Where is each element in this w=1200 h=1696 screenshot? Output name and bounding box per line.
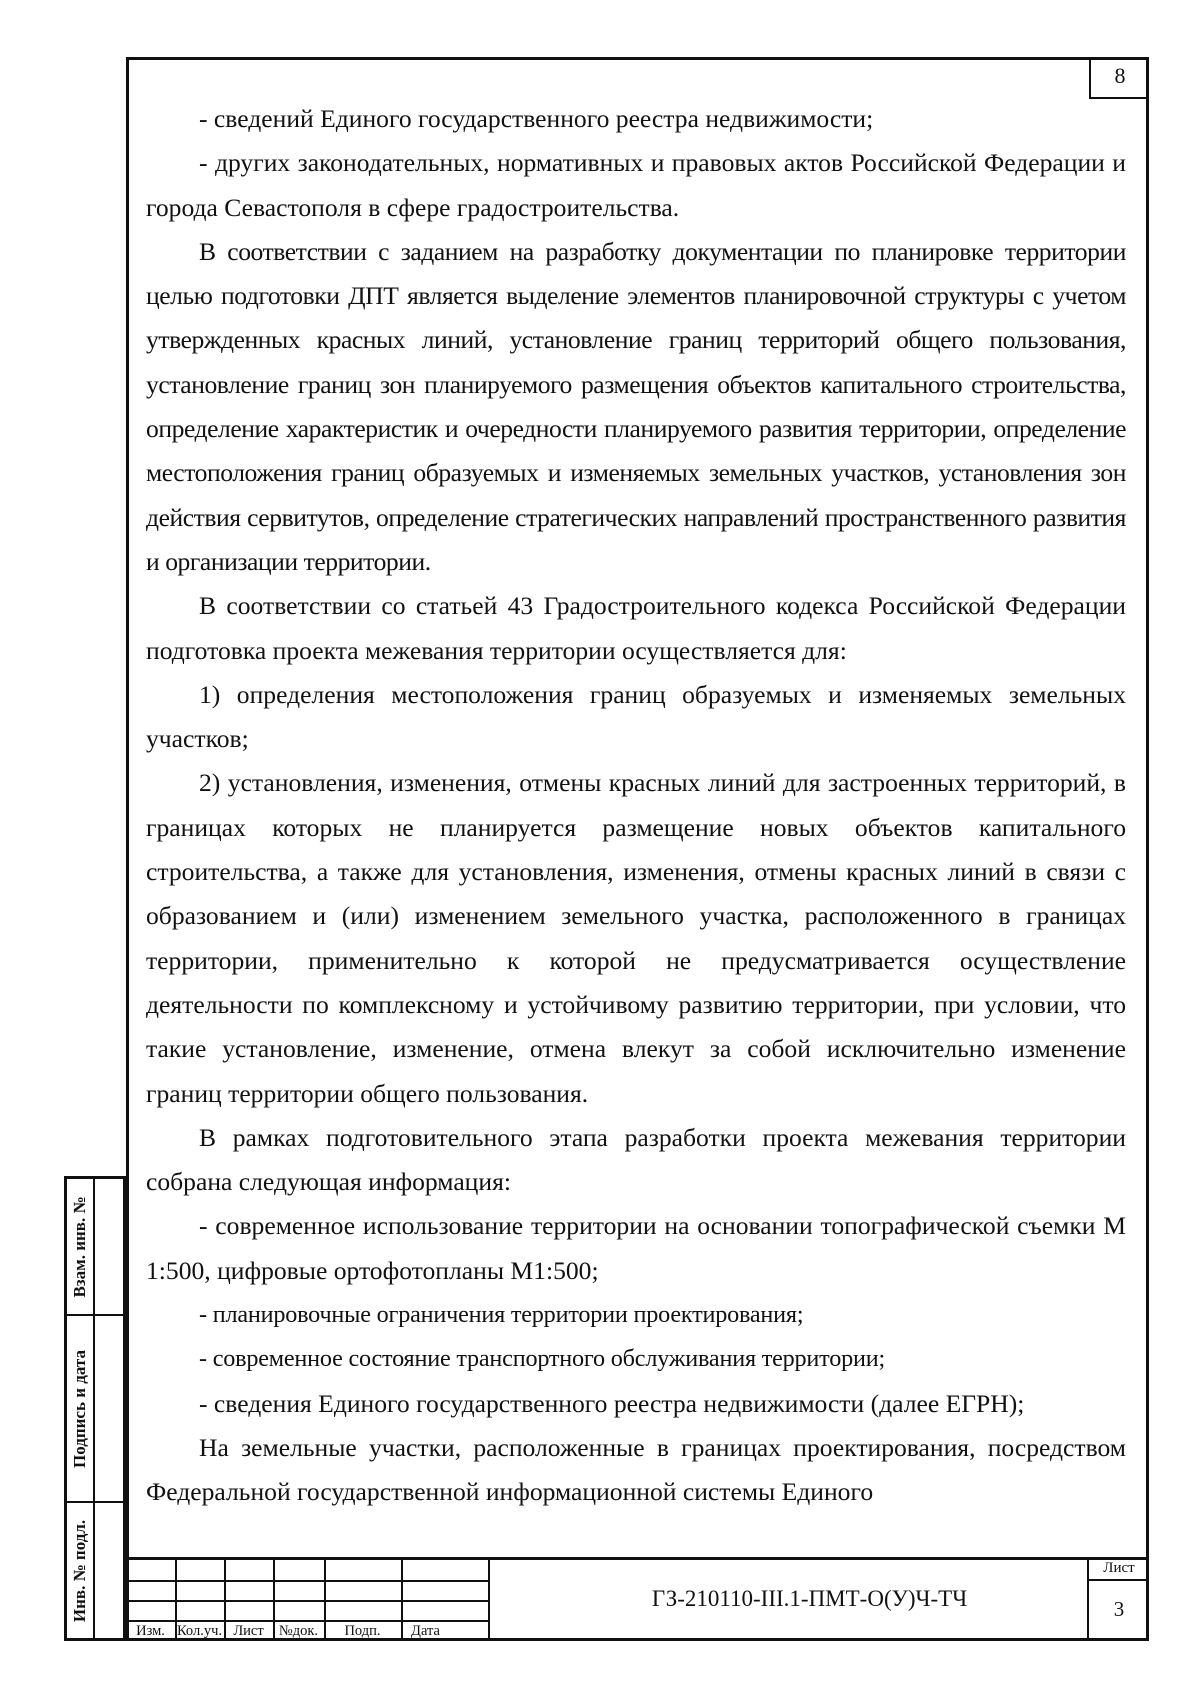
sheet-label: Лист [1089,1557,1149,1581]
title-block [126,1557,1149,1641]
revision-column-header: №док. [278,1623,319,1639]
paragraph: - сведения Единого государственного реестра недвижимости (далее ЕГРН); [199,1388,1025,1418]
paragraph: В соответствии с заданием на разработку документации по планировке территории целью подготовки ДПТ является выделение элементов планировочной структуры с учетом утвержденных красных линий, установление границ территорий общего пользования, установление границ зон планируемого размещения объектов капитального строительства, определение характеристик и очередности планируемого развития территории, определение местоположения границ образуемых и изменяемых земельных участков, установления зон действия сервитутов, определение стратегических направлений пространственного развития и организации территории. [146,236,1126,576]
revision-column-header: Лист [233,1623,264,1639]
page-number: 8 [1089,57,1149,99]
signature-date-label: Подпись и дата [70,1349,89,1468]
paragraph: - сведений Единого государственного реестра недвижимости; [199,104,874,133]
paragraph: - современное использование территории на основании топографической съемки М 1:500, цифровые ортофотопланы М1:500; [146,1211,1126,1285]
paragraph: - других законодательных, нормативных и правовых актов Российской Федерации и города Севастополя в сфере градостроительства. [146,148,1126,222]
revision-row-line [126,1580,488,1582]
paragraph: - планировочные ограничения территории проектирования; [199,1301,804,1329]
paragraph: 1) определения местоположения границ образуемых и изменяемых земельных участков; [146,679,1126,754]
revision-column-header: Дата [411,1623,440,1639]
document-code: ГЗ-210110-III.1-ПМТ-О(У)Ч-ТЧ [488,1560,1129,1641]
body-text [146,97,1126,1515]
side-stamp-row [67,1503,123,1638]
side-stamp-row [67,1179,123,1316]
paragraph: В соответствии со статьей 43 Градостроительного кодекса Российской Федерации подготовка проекта межевания территории осуществляется для: [146,591,1126,665]
paragraph: На земельные участки, расположенные в границах проектирования, посредством Федеральной государственной информационной системы Единого [146,1432,1126,1507]
sheet-box [1087,1557,1149,1641]
paragraph: 2) установления, изменения, отмены красных линий для застроенных территорий, в границах которых не планируется размещение новых объектов капитального строительства, а также для установления, изменения, отмены красных линий в связи с образованием и (или) изменением земельного участка, расположенного в границах территории, применительно к которой не предусматривается осуществление деятельности по комплексному и устойчивому развитию территории, при условии, что такие установление, изменение, отмена влекут за собой исключительно изменение границ территории общего пользования. [146,768,1126,1108]
side-stamp-row [67,1316,123,1503]
revision-row-line [126,1600,488,1602]
substitution-inventory-label: Взам. инв. № [70,1195,89,1298]
revision-table [126,1560,488,1641]
revision-column-header: Кол.уч. [176,1623,223,1639]
side-stamp [64,1176,126,1641]
paragraph: - современное состояние транспортного обслуживания территории; [199,1345,886,1373]
revision-column-header: Подп. [344,1623,381,1639]
paragraph: В рамках подготовительного этапа разработки проекта межевания территории собрана следующая информация: [146,1122,1126,1197]
revision-column-header: Изм. [136,1623,165,1639]
original-inventory-label: Инв. № подл. [70,1519,89,1622]
sheet-number: 3 [1113,1597,1125,1621]
